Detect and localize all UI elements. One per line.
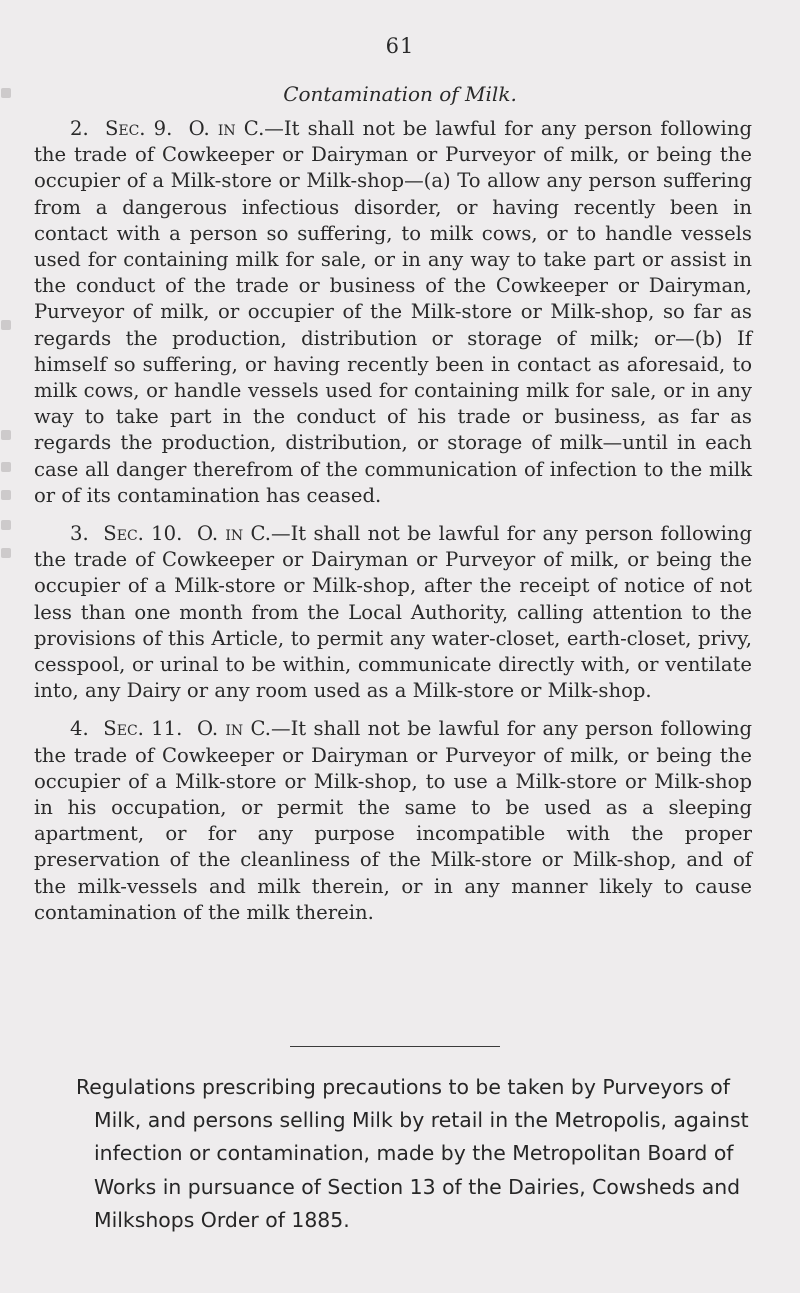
binding-mark bbox=[1, 490, 11, 500]
order-in-council-ref: O. in C. bbox=[188, 117, 265, 140]
section-divider bbox=[290, 1046, 500, 1047]
order-in-council-ref: O. in C. bbox=[196, 522, 271, 546]
paragraph-3 bbox=[34, 521, 752, 704]
paragraph-2 bbox=[34, 116, 752, 509]
paragraph-text: —It shall not be lawful for any person following the trade of Cowkeeper or Dairyman or Purveyor of milk, or being the occupier of a Milk-store or Milk-shop, after the receipt of notice of not less than one month from the Local Authority, calling attention to the provisions of this Article, to permit any water-closet, earth-closet, privy, cesspool, or urinal to be within, communicate directly with, or ventilate into, any Dairy or any room used as a Milk-store or Milk-shop. bbox=[34, 522, 753, 703]
binding-mark bbox=[1, 430, 11, 440]
regulations-heading: Regulations prescribing precautions to be taken by Purveyors of Milk, and persons selling Milk by retail in the Metropolis, against infection or contamination, made by the Metropolitan Board of Works in pursuance of Section 13 of the Dairies, Cowsheds and Milkshops Order of 1885. bbox=[76, 1075, 749, 1232]
paragraph-text: —It shall not be lawful for any person following the trade of Cowkeeper or Dairyman or Purveyor of milk, or being the occupier of a Milk-store or Milk-shop—(a) To allow any person suffering from a dangerous infectious disorder, or having recently been in contact with a person so suffering, to milk cows, or to handle vessels used for containing milk for sale, or in any way to take part or assist in the conduct of the trade or business of the Cowkeeper or Dairyman, Purveyor of milk, or occupier of the Milk-store or Milk-shop, so far as regards the production, distribution or storage of milk; or—(b) If himself so suffering, or having recently been in contact as aforesaid, to milk cows, or handle vessels used for containing milk for sale, or in any way to take part in the conduct of his trade or business, as far as regards the production, distribution, or storage of milk—until in each case all danger therefrom of the communication of infection to the milk or of its contamination has ceased. bbox=[34, 117, 752, 507]
section-reference: Sec. 10. bbox=[103, 522, 183, 546]
body-text bbox=[34, 116, 752, 938]
section-reference: Sec. 11. bbox=[103, 717, 183, 741]
paragraph-text: —It shall not be lawful for any person following the trade of Cowkeeper or Dairyman or Purveyor of milk, or being the occupier of a Milk-store or Milk-shop, to use a Milk-store or Milk-shop in his occupation, or permit the same to be used as a sleeping apartment, or for any purpose incompatible with the proper preservation of the cleanliness of the Milk-store or Milk-shop, and of the milk-vessels and milk therein, or in any manner likely to cause contamination of the milk therein. bbox=[34, 717, 753, 924]
binding-mark bbox=[1, 462, 11, 472]
page-number: 61 bbox=[385, 34, 415, 58]
binding-mark bbox=[1, 548, 11, 558]
paragraph-number: 4. bbox=[70, 717, 89, 741]
section-title: Contamination of Milk. bbox=[283, 82, 517, 106]
binding-edge-marks bbox=[0, 0, 14, 1293]
section-reference: Sec. 9. bbox=[104, 117, 173, 140]
order-in-council-ref: O. in C. bbox=[196, 717, 271, 741]
paragraph-number: 2. bbox=[70, 117, 89, 140]
binding-mark bbox=[1, 520, 11, 530]
paragraph-4 bbox=[34, 716, 752, 926]
paragraph-number: 3. bbox=[70, 522, 89, 546]
binding-mark bbox=[1, 320, 11, 330]
